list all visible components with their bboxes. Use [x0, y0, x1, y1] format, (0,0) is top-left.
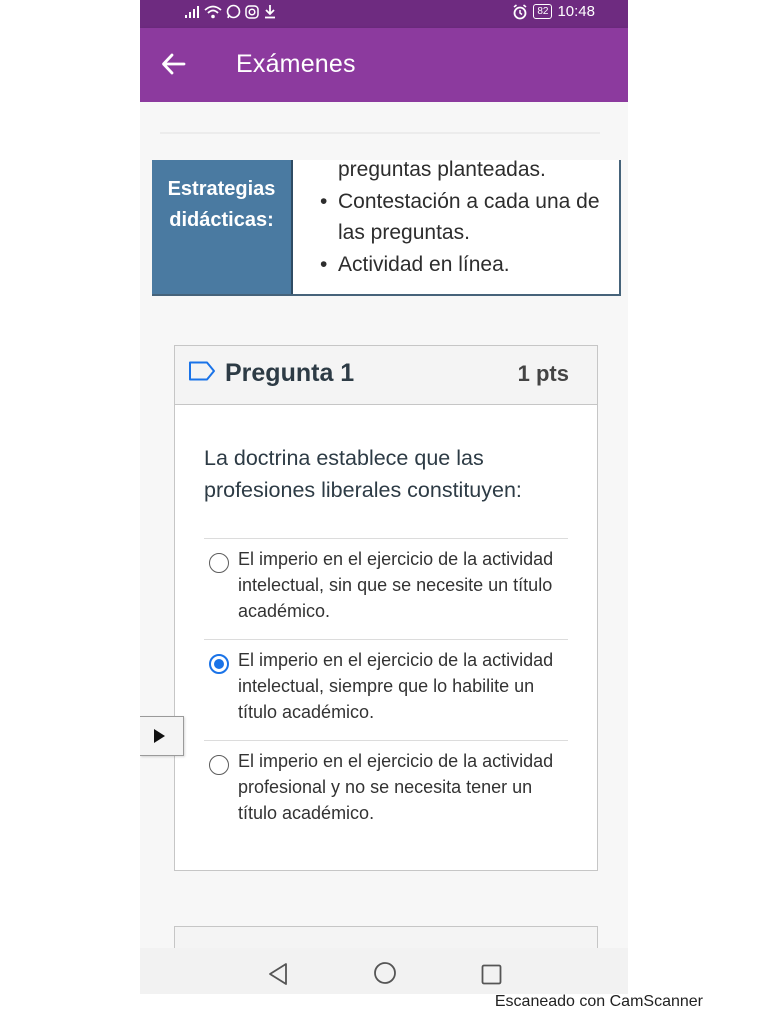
- strategy-line: preguntas planteadas.: [338, 158, 546, 181]
- play-icon: [154, 729, 165, 743]
- bookmark-flag-icon[interactable]: [188, 361, 216, 381]
- battery-level: 82: [533, 4, 552, 19]
- wifi-icon: [204, 5, 222, 19]
- question-text: La doctrina establece que las profesiones liberales constituyen:: [204, 446, 522, 502]
- answer-option[interactable]: [204, 639, 568, 740]
- strategy-bullet-item: • Actividad en línea.: [295, 249, 615, 281]
- back-button[interactable]: [160, 50, 188, 78]
- answer-list: [204, 538, 568, 841]
- arrow-left-icon: [160, 50, 188, 78]
- nav-back-icon[interactable]: [267, 962, 289, 986]
- strategy-list: [295, 154, 615, 280]
- answer-text: El imperio en el ejercicio de la actividad profesional y no se necesita tener un título académico.: [238, 751, 554, 823]
- expand-panel-button[interactable]: [140, 716, 184, 756]
- exam-content[interactable]: [140, 102, 628, 948]
- whatsapp-icon: [226, 4, 241, 19]
- status-icons-left: [184, 4, 277, 19]
- answer-text: El imperio en el ejercicio de la actividad intelectual, siempre que lo habilite un título académico.: [238, 650, 554, 722]
- status-bar: [140, 0, 628, 28]
- status-icons-right: [512, 3, 595, 20]
- answer-option[interactable]: [204, 740, 568, 841]
- divider: [160, 132, 600, 134]
- question-header: [175, 346, 597, 405]
- signal-icon: [184, 5, 200, 19]
- phone-screen: [140, 0, 628, 994]
- strategy-line: las preguntas.: [338, 221, 470, 244]
- strategy-table: [152, 160, 621, 296]
- system-nav-bar: [140, 948, 628, 994]
- question-card: [174, 345, 598, 871]
- instagram-icon: [245, 5, 259, 19]
- strategy-header-line: Estrategias: [167, 178, 276, 200]
- strategy-header-line: didácticas:: [169, 209, 274, 231]
- next-question-card: [174, 926, 598, 948]
- alarm-icon: [512, 4, 528, 20]
- scanner-watermark: Escaneado con CamScanner: [494, 993, 703, 1010]
- nav-recent-apps-icon[interactable]: [481, 964, 502, 985]
- download-icon: [263, 4, 277, 19]
- status-time: 10:48: [557, 3, 595, 20]
- question-title: Pregunta 1: [225, 359, 355, 387]
- radio-button[interactable]: [209, 553, 229, 573]
- radio-button-selected[interactable]: [209, 654, 229, 674]
- strategy-bullet-item: • Contestación a cada una de: [295, 186, 615, 218]
- app-bar: [140, 28, 628, 102]
- strategy-header: [152, 160, 293, 294]
- question-points: 1 pts: [517, 361, 569, 386]
- nav-home-icon[interactable]: [373, 961, 397, 985]
- answer-option[interactable]: [204, 538, 568, 639]
- radio-button[interactable]: [209, 755, 229, 775]
- answer-text: El imperio en el ejercicio de la actividad intelectual, sin que se necesite un título académico.: [238, 549, 554, 621]
- page-title: Exámenes: [236, 50, 356, 78]
